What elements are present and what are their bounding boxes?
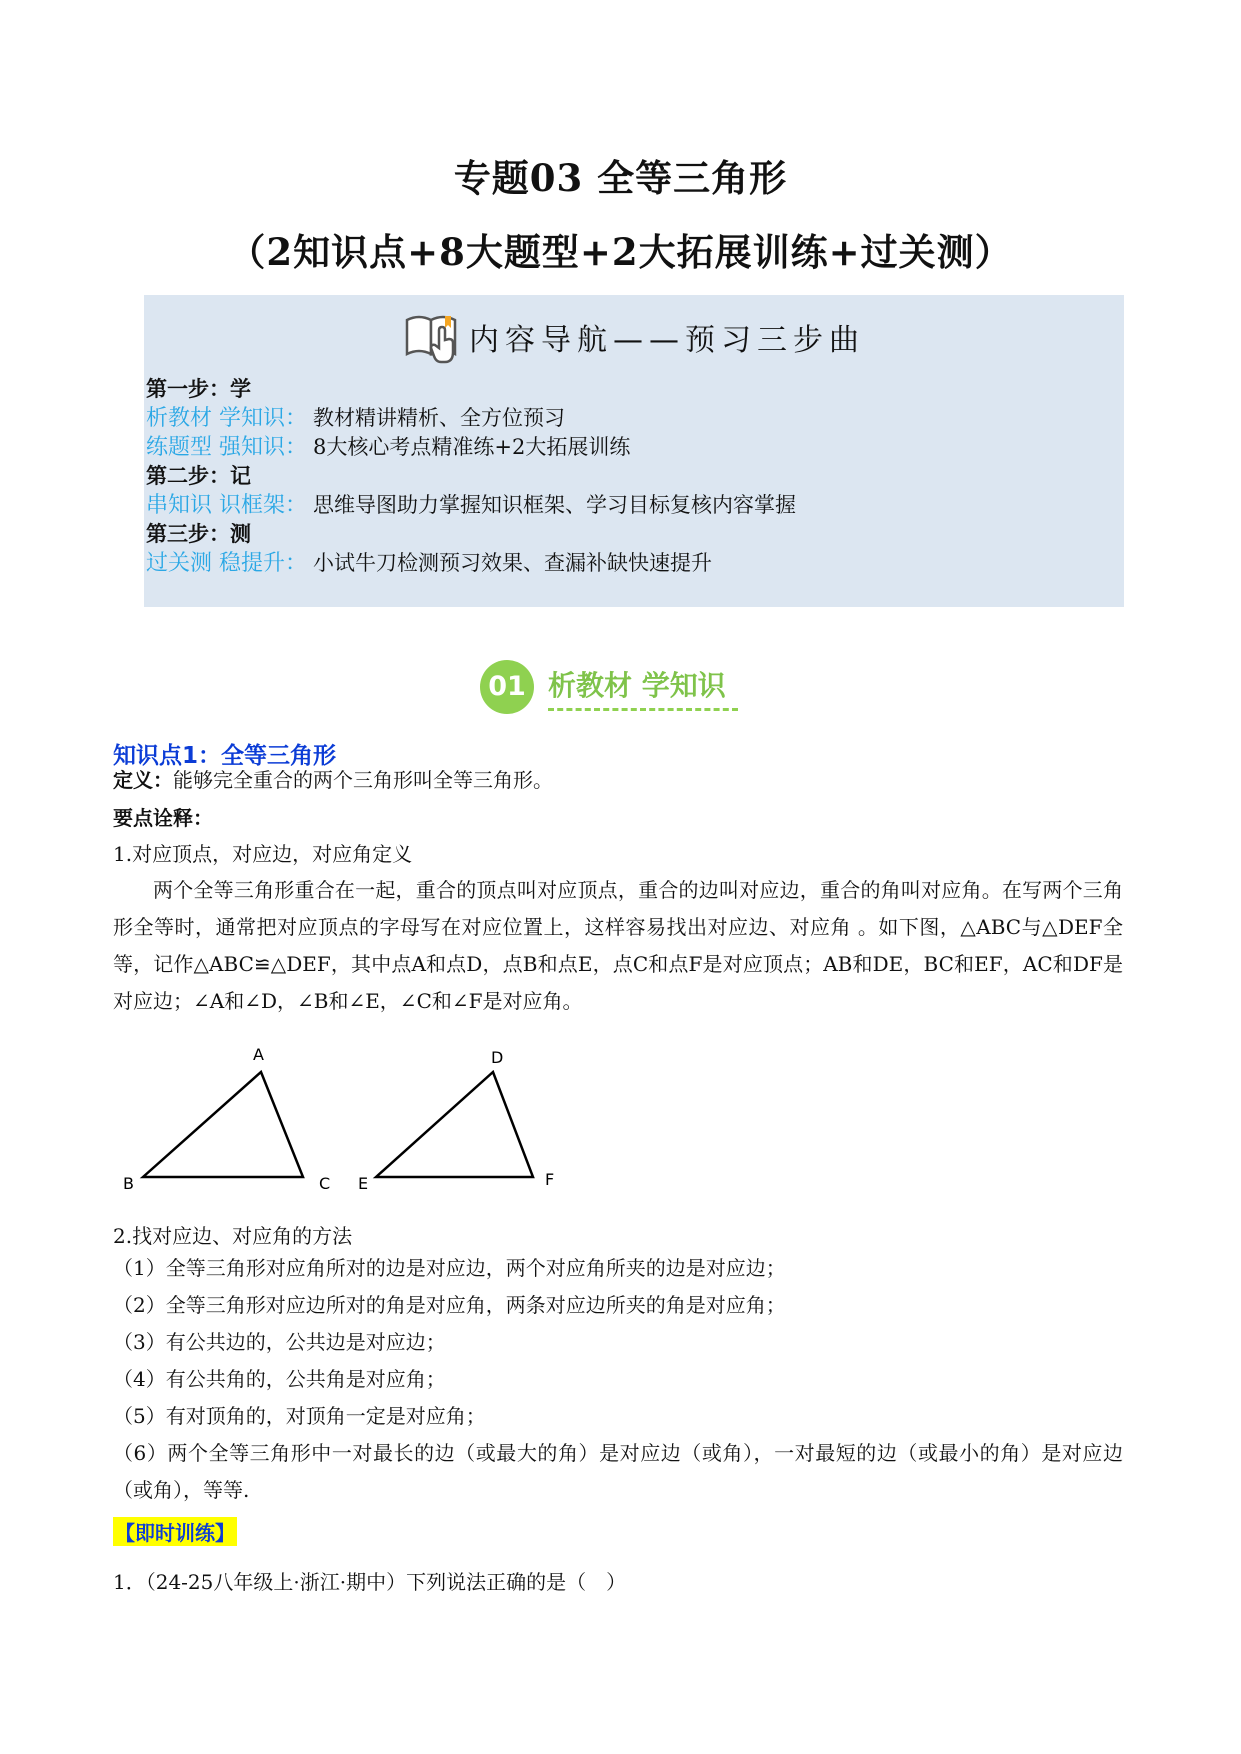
question-1: 1．（24-25八年级上·浙江·期中）下列说法正确的是（ ） (113, 1570, 627, 1594)
vertex-label-a: A (253, 1045, 264, 1064)
step-label: 第三步：测 (146, 522, 251, 546)
section-badge (480, 658, 780, 718)
nav-line-desc: 教材精讲精析、全方位预习 (313, 406, 565, 430)
nav-line (146, 491, 796, 520)
vertex-label-b: B (123, 1174, 134, 1193)
nav-line (146, 404, 796, 433)
nav-line-desc: 思维导图助力掌握知识框架、学习目标复核内容掌握 (313, 493, 796, 517)
method-item: （1）全等三角形对应角所对的边是对应边，两个对应角所夹的边是对应边； (113, 1256, 786, 1280)
notes-title: 要点诠释： (113, 806, 213, 830)
congruent-triangles-figure (113, 1035, 573, 1205)
method-item: （3）有公共边的，公共边是对应边； (113, 1330, 446, 1354)
nav-line-label: 串知识 识框架： (146, 493, 307, 518)
nav-line-desc: 小试牛刀检测预习效果、查漏补缺快速提升 (313, 551, 712, 575)
method-item: （6）两个全等三角形中一对最长的边（或最大的角）是对应边（或角），一对最短的边（或最小的角）是对应边（或角），等等. (113, 1441, 1123, 1502)
nav-line-label: 过关测 稳提升： (146, 551, 307, 576)
nav-step-2 (146, 462, 796, 491)
definition-paragraph: 两个全等三角形重合在一起，重合的顶点叫对应顶点，重合的边叫对应边，重合的角叫对应角。在写两个三角形全等时，通常把对应顶点的字母写在对应位置上，这样容易找出对应边、对应角 。如下图，△ABC与△DEF全等，记作△ABC≌△DEF，其中点A和点D，点B和点E，点C和点F是对应顶点；AB和DE，BC和EF，AC和DF是对应边；∠A和∠D，∠B和∠E，∠C和∠F是对应角。 (113, 878, 1123, 1013)
point-2-heading: 2.找对应边、对应角的方法 (113, 1224, 353, 1248)
nav-line (146, 549, 796, 578)
triangle-abc (143, 1072, 303, 1177)
book-hand-icon (403, 308, 465, 366)
nav-line-label: 析教材 学知识： (146, 406, 307, 431)
triangle-def (376, 1072, 533, 1177)
knowledge-point-title: 知识点1：全等三角形 (113, 743, 337, 769)
page-subtitle: （2知识点+8大题型+2大拓展训练+过关测） (228, 230, 1013, 274)
page-title: 专题03 全等三角形 (453, 156, 788, 200)
point-1-heading: 1.对应顶点，对应边，对应角定义 (113, 842, 413, 866)
vertex-label-d: D (491, 1048, 504, 1067)
method-item: （4）有公共角的，公共角是对应角； (113, 1367, 446, 1391)
section-number: 01 (480, 660, 534, 714)
step-label: 第二步：记 (146, 464, 251, 488)
step-label: 第一步：学 (146, 377, 251, 401)
vertex-label-e: E (358, 1174, 369, 1193)
definition-label: 定义： (113, 768, 173, 792)
definition-text: 能够完全重合的两个三角形叫全等三角形。 (173, 768, 553, 792)
nav-lines (146, 375, 796, 578)
nav-step-3 (146, 520, 796, 549)
training-label: 【即时训练】 (113, 1517, 237, 1546)
method-item: （2）全等三角形对应边所对的角是对应角，两条对应边所夹的角是对应角； (113, 1293, 786, 1317)
nav-heading: 内容导航——预习三步曲 (469, 323, 865, 358)
nav-line-desc: 8大核心考点精准练+2大拓展训练 (313, 435, 631, 459)
nav-header (144, 307, 1124, 367)
method-item: （5）有对顶角的，对顶角一定是对应角； (113, 1404, 486, 1428)
vertex-label-f: F (545, 1170, 555, 1189)
nav-line (146, 433, 796, 462)
section-label: 析教材 学知识 (548, 669, 726, 702)
nav-step-1 (146, 375, 796, 404)
content-navigation-box (144, 295, 1124, 607)
vertex-label-c: C (319, 1174, 331, 1193)
nav-line-label: 练题型 强知识： (146, 435, 307, 460)
section-underline (548, 708, 738, 711)
definition-line (113, 764, 553, 793)
